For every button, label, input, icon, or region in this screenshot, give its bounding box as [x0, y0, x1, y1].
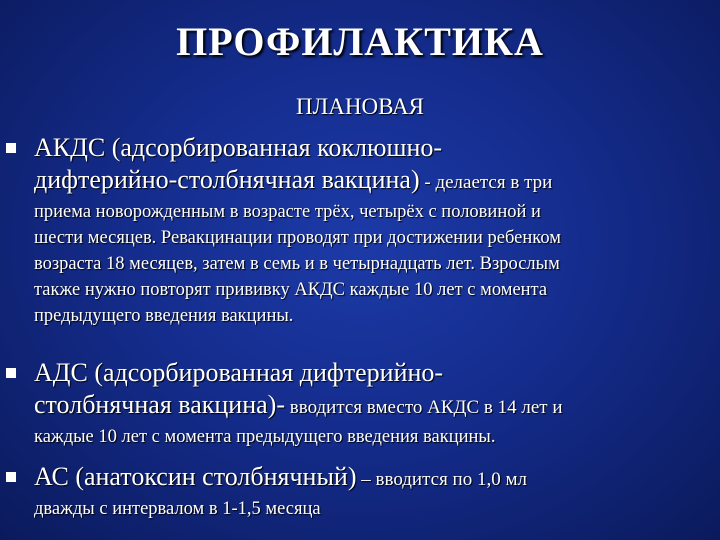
item-heading-text: АС (анатоксин столбнячный) [34, 462, 357, 491]
item-heading-line: АКДС (адсорбированная коклюшно- [34, 133, 443, 162]
bullet-icon [6, 143, 16, 153]
item-body-line: возраста 18 месяцев, затем в семь и в четырнадцать лет. Взрослым [34, 254, 560, 274]
item-body-line: дважды с интервалом в 1-1,5 месяца [34, 499, 321, 519]
item-heading-line [34, 389, 706, 424]
item-heading-text: дифтерийно-столбнячная вакцина) [34, 165, 420, 194]
item-heading-tail: - делается в три [419, 172, 553, 193]
bullet-icon [6, 368, 16, 378]
item-heading-line [34, 164, 706, 199]
item-body-line: каждые 10 лет с момента предыдущего введения вакцины. [34, 427, 496, 447]
bullet-icon [6, 472, 16, 482]
item-heading-line [34, 461, 706, 496]
item-heading-text: столбнячная вакцина)- [34, 390, 285, 419]
item-heading-line: АДС (адсорбированная дифтерийно- [34, 358, 444, 387]
item-body-line: предыдущего введения вакцины. [34, 306, 294, 326]
slide-subtitle: ПЛАНОВАЯ [296, 94, 424, 119]
item-body-line: приема новорожденным в возрасте трёх, четырёх с половиной и [34, 202, 541, 222]
list-item-as [34, 461, 706, 522]
slide-title: ПРОФИЛАКТИКА [176, 19, 544, 64]
item-body-line: также нужно повторят прививку АКДС каждые 10 лет с момента [34, 280, 548, 300]
item-body-line: шести месяцев. Ревакцинации проводят при достижении ребенком [34, 228, 561, 248]
item-heading-tail: – вводится по 1,0 мл [356, 469, 527, 490]
list-item-ads [34, 357, 706, 450]
item-heading-tail: вводится вместо АКДС в 14 лет и [285, 397, 563, 418]
list-item-akds [34, 132, 706, 329]
